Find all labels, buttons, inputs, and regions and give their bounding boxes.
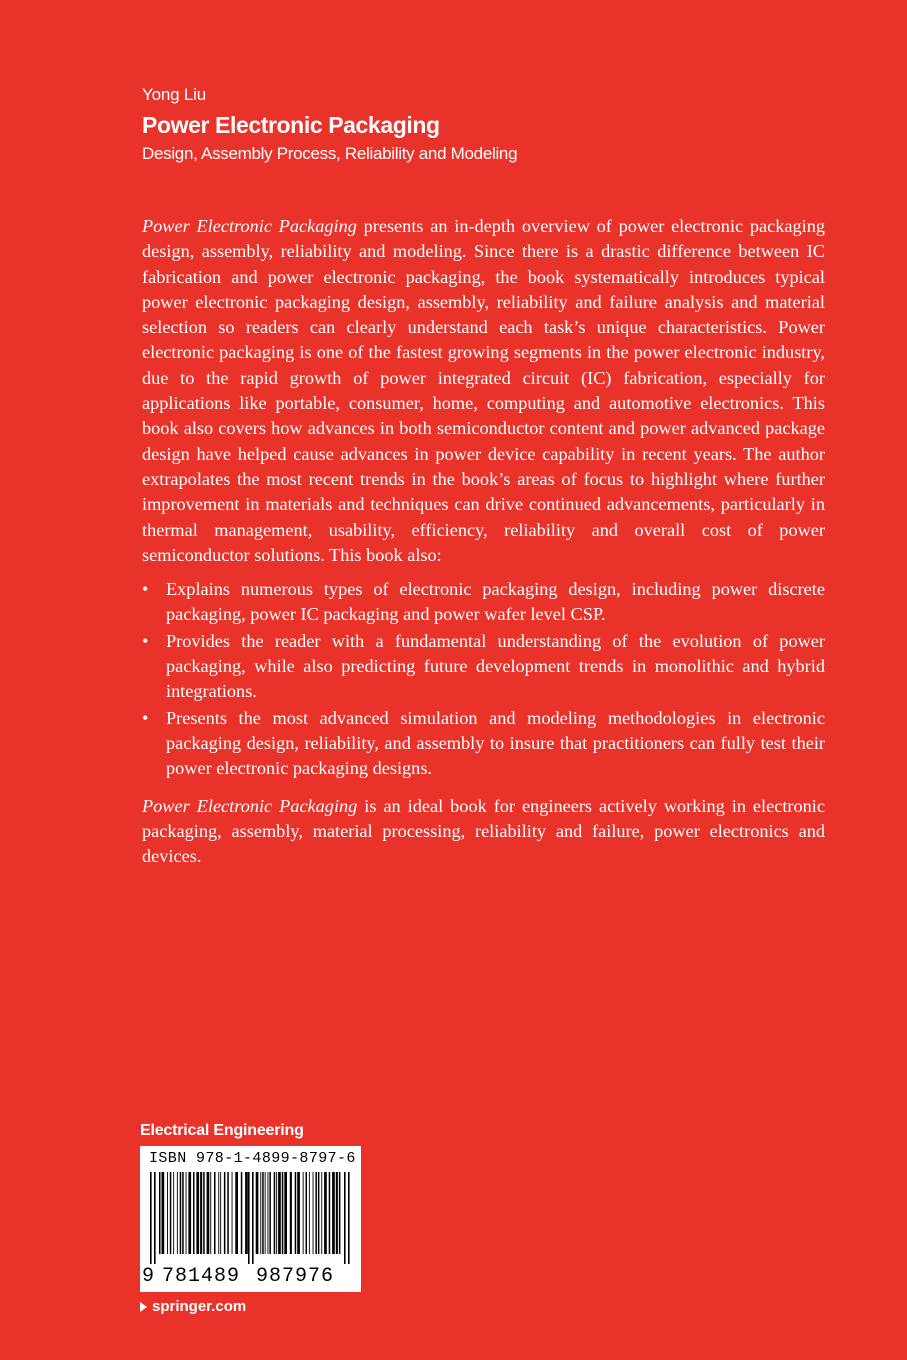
list-item bbox=[142, 629, 825, 705]
publisher-url: springer.com bbox=[152, 1298, 247, 1315]
barcode-icon bbox=[150, 1172, 350, 1264]
publisher-link[interactable] bbox=[140, 1296, 361, 1318]
book-description bbox=[142, 214, 825, 869]
intro-text: presents an in-depth overview of power electronic packaging design, assembly, reliability and modeling. Since there is a drastic difference between IC fabrication and power electronic packaging, the book systematically introduces typical power electronic packaging design, assembly, reliability and failure analysis and material selection so readers can clearly understand each task’s unique characteristics. Power electronic packaging is one of the fastest growing segments in the power electronic industry, due to the rapid growth of power integrated circuit (IC) fabrication, especially for applications like portable, consumer, home, computing and automotive electronics. This book also covers how advances in both semiconductor content and power advanced package design have helped cause advances in power device capability in recent years. The author extrapolates the most recent trends in the book’s areas of focus to highlight where further improvement in materials and techniques can drive continued advancements, particularly in thermal management, usability, efficiency, reliability and overall cost of power semiconductor solutions. This book also: bbox=[142, 216, 825, 565]
list-item bbox=[142, 577, 825, 628]
bullet-icon: • bbox=[142, 707, 149, 728]
list-item-text: Provides the reader with a fundamental understanding of the evolution of power packaging, while also predicting future development trends in monolithic and hybrid integrations. bbox=[166, 630, 825, 702]
list-item bbox=[142, 706, 825, 782]
book-title: Power Electronic Packaging bbox=[142, 112, 440, 138]
closing-text: is an ideal book for engineers actively working in electronic packaging, assembly, material processing, reliability and failure, power electronics and devices. bbox=[142, 795, 825, 867]
list-item-text: Presents the most advanced simulation and modeling methodologies in electronic packaging design, reliability, and assembly to insure that practitioners can fully test their power electronic packaging designs. bbox=[166, 707, 825, 779]
feature-list bbox=[142, 577, 825, 781]
bullet-icon: • bbox=[142, 579, 149, 600]
bullet-icon: • bbox=[142, 630, 149, 651]
subject-category: Electrical Engineering bbox=[140, 1122, 304, 1139]
book-subtitle: Design, Assembly Process, Reliability and Modeling bbox=[142, 144, 518, 163]
ean-right-digits: 987976 bbox=[256, 1265, 335, 1288]
author-name: Yong Liu bbox=[142, 85, 206, 104]
play-arrow-icon bbox=[140, 1302, 147, 1312]
intro-title-italic: Power Electronic Packaging bbox=[142, 216, 357, 236]
isbn-barcode bbox=[140, 1146, 361, 1292]
isbn-number: ISBN 978-1-4899-8797-6 bbox=[149, 1150, 356, 1167]
ean-left-digits: 781489 bbox=[162, 1265, 241, 1288]
list-item-text: Explains numerous types of electronic packaging design, including power discrete packaging, power IC packaging and power wafer level CSP. bbox=[166, 579, 825, 625]
cover-header bbox=[142, 84, 842, 165]
intro-paragraph bbox=[142, 214, 825, 568]
cover-footer bbox=[140, 1120, 361, 1318]
closing-paragraph bbox=[142, 794, 825, 870]
ean-first-digit: 9 bbox=[142, 1265, 155, 1288]
closing-title-italic: Power Electronic Packaging bbox=[142, 795, 358, 816]
